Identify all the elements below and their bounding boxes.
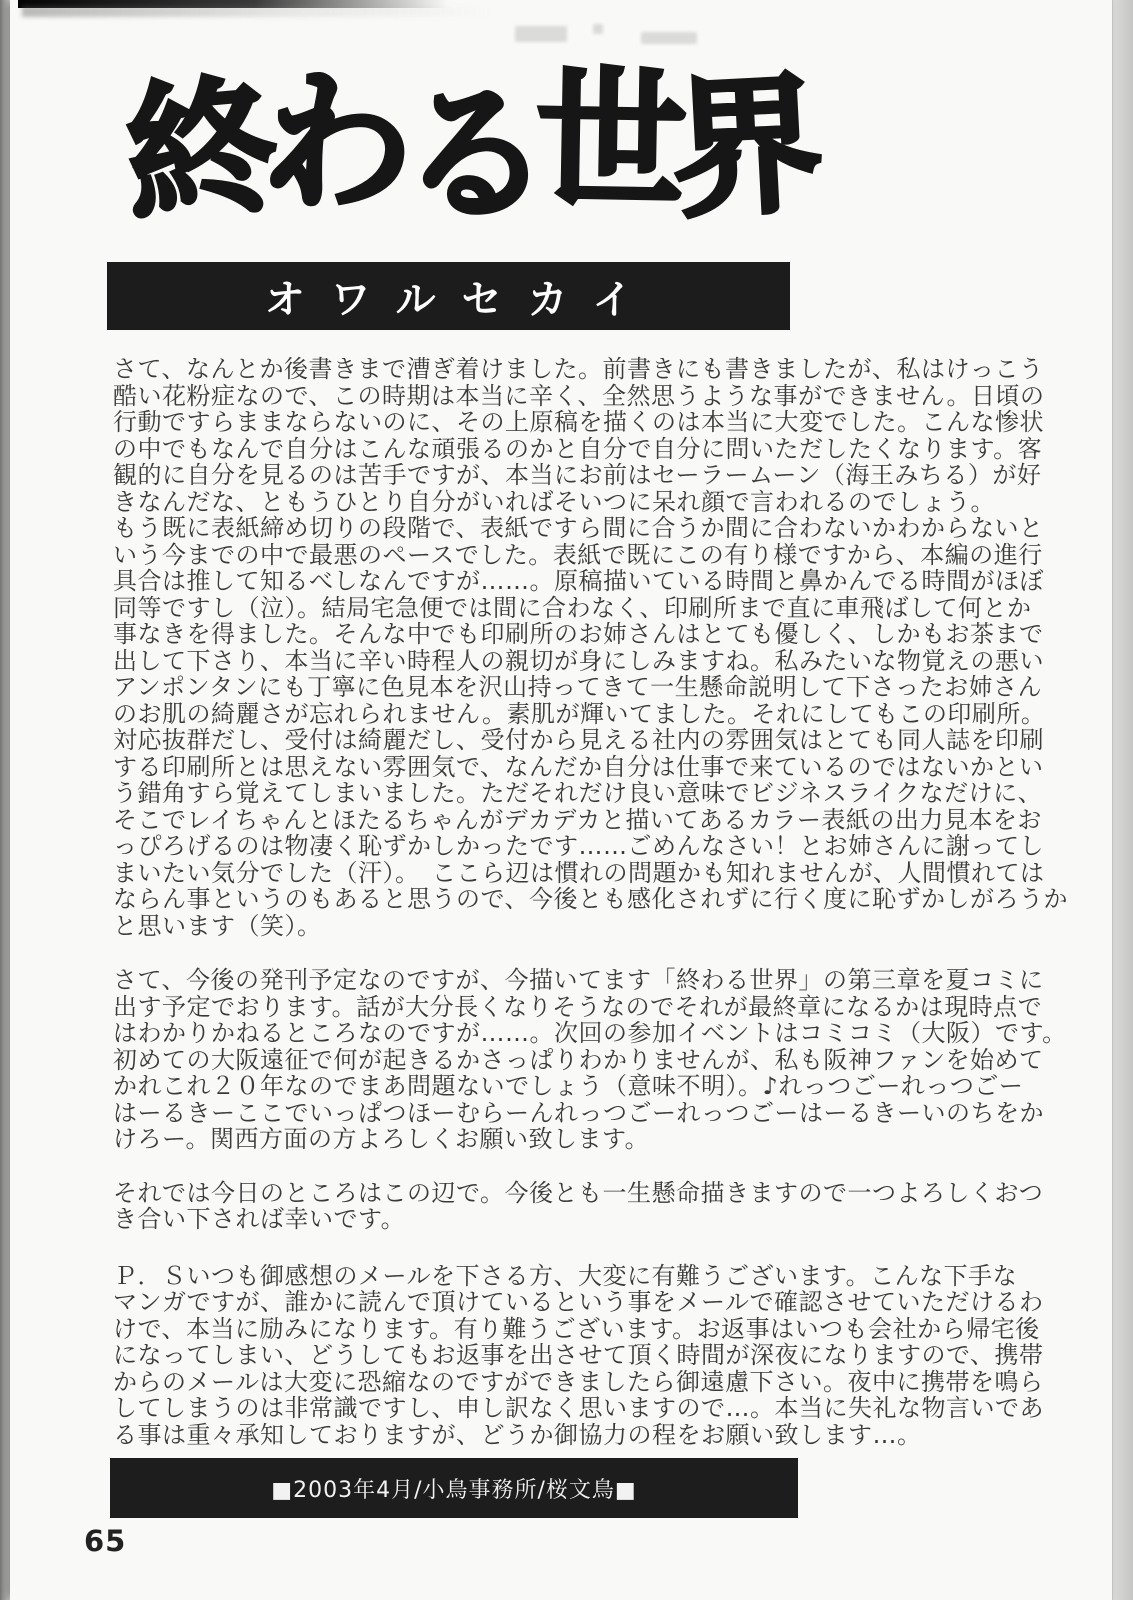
text-line: っぴろげるのは物凄く恥ずかしかったです……ごめんなさい！とお姉さんに謝ってし [113,832,1044,860]
scanner-edge-right [1112,0,1133,1600]
text-line: の中でもなんで自分はこんな頑張るのかと自分で自分に問いただしたくなります。客 [113,434,1043,463]
text-line: 対応抜群だし、受付は綺麗だし、受付から見える社内の雰囲気はとても同人誌を印刷 [113,726,1044,754]
text-line: る事は重々承知しておりますが、どうか御協力の程をお願い致します…。 [113,1420,922,1449]
text-line: はわかりかねるところなのですが……。次回の参加イベントはコミコミ（大阪）です。 [113,1019,1067,1047]
scanned-page [10,0,1113,1600]
text-line: 観的に自分を見るのは苦手ですが、本当にお前はセーラームーン（海王みちる）が好 [113,461,1042,489]
footer-credit-text: ■2003年4月/小鳥事務所/桜文鳥■ [271,1477,637,1503]
title-char: 終 [119,60,271,246]
title-reading-text: オワルセカイ [264,276,659,323]
title-char: る [393,64,543,248]
scanner-edge-left [0,0,10,1600]
text-line: ならん事というのもあると思うので、今後とも感化されずに行く度に恥ずかしがろうか [113,885,1069,913]
text-line: する印刷所とは思えない雰囲気で、なんだか自分は仕事で来ているのではないかとい [113,752,1044,781]
afterword-paragraph-1 [113,355,1069,940]
footer-credit-banner [110,1458,798,1518]
bleed-through-marks [515,22,697,50]
text-line: と思います（笑）。 [113,911,322,940]
title-char: 世 [534,53,674,231]
text-line: からのメールは大変に恐縮なのですができましたら御遠慮下さい。夜中に携帯を鳴ら [113,1367,1044,1396]
text-line: いう今までの中で最悪のペースでした。表紙で既にこの有り様ですから、本編の進行 [113,540,1043,569]
text-line: まいたい気分でした（汗）。 ここら辺は慣れの問題かも知れませんが、人間慣れては [113,858,1045,887]
text-line: 行動ですらままならないのに、その上原稿を描くのは本当に大変でした。こんな惨状 [113,408,1044,436]
text-line: それでは今日のところはこの辺で。今後とも一生懸命描きますので一つよろしくおつ [113,1178,1044,1207]
text-line: してしまうのは非常識ですし、申し訳なく思いますので…。本当に失礼な物言いであ [113,1394,1044,1422]
title-reading-banner [107,262,790,330]
text-line: けろー。関西方面の方よろしくお願い致します。 [113,1125,650,1153]
text-line: 具合は推して知るべしなんですが……。原稿描いている時間と鼻かんでる時間がほぼ [113,567,1044,595]
text-line: 出して下さり、本当に辛い時程人の親切が身にしみますね。私みたいな物覚えの悪い [113,646,1044,675]
title-logo [119,53,814,248]
afterword-paragraph-4 [113,1263,1063,1449]
text-line: Ｐ．Ｓいつも御感想のメールを下さる方、大変に有難うございます。こんな下手な [113,1261,1018,1290]
afterword-text [113,355,1069,1449]
text-line: 初めての大阪遠征で何が起きるかさっぱりわかりませんが、私も阪神ファンを始めて [113,1045,1044,1074]
text-line: になってしまい、どうしてもお返事を出させて頂く時間が深夜になりますので、携帯 [113,1341,1044,1369]
text-line: けで、本当に励みになります。有り難うございます。お返事はいつも会社から帰宅後 [113,1314,1040,1343]
text-line: のお肌の綺麗さが忘れられません。素肌が輝いてました。それにしてもこの印刷所。 [113,699,1046,728]
page-number: 65 [84,1524,127,1558]
text-line: そこでレイちゃんとほたるちゃんがデカデカと描いてあるカラー表紙の出力見本をお [113,805,1042,834]
title-char: わ [256,53,406,237]
afterword-paragraph-3 [113,1180,1063,1233]
text-line: 酷い花粉症なので、この時期は本当に辛く、全然思うような事ができません。日頃の [113,381,1045,410]
text-line: マンガですが、誰かに読んで頂けているという事をメールで確認させていただけるわ [113,1288,1044,1316]
text-line: 同等ですし（泣）。結局宅急便では間に合わなく、印刷所まで直に車飛ばして何とか [113,593,1032,622]
text-line: きなんだな、ともうひとり自分がいればそいつに呆れ顔で言われるのでしょう。 [113,487,995,516]
text-line: はーるきーここでいっぱつほーむらーんれっつごーれっつごーはーるきーいのちをか [113,1098,1044,1127]
text-line: さて、今後の発刊予定なのですが、今描いてます「終わる世界」の第三章を夏コミに [113,966,1044,994]
afterword-paragraph-2 [113,966,1067,1153]
text-line: 出す予定でおります。話が大分長くなりそうなのでそれが最終章になるかは現時点で [113,992,1043,1021]
text-line: さて、なんとか後書きまで漕ぎ着けました。前書きにも書きましたが、私はけっこう [113,355,1044,383]
scan-top-smudge [22,6,492,17]
title-char: 界 [667,58,814,240]
text-line: き合い下されば幸いです。 [113,1205,406,1233]
text-line: アンポンタンにも丁寧に色見本を沢山持ってきて一生懸命説明して下さったお姉さん [113,673,1043,701]
text-line: 事なきを得ました。そんな中でも印刷所のお姉さんはとても優しく、しかもお茶まで [113,620,1044,648]
text-line: かれこれ２０年なのでまあ問題ないでしょう（意味不明）。♪れっつごーれっつごー [113,1072,1024,1100]
text-line: う錯角すら覚えてしまいました。ただそれだけ良い意味でビジネスライクなだけに、 [113,779,1043,807]
text-line: もう既に表紙締め切りの段階で、表紙ですら間に合うか間に合わないかわからないと [113,514,1044,542]
